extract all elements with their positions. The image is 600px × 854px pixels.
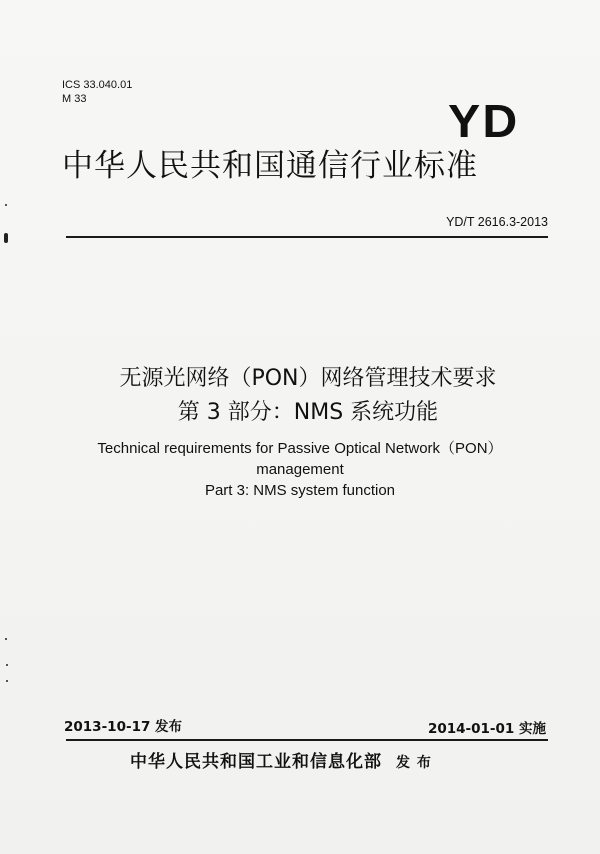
ics-code: ICS 33.040.01 — [62, 79, 133, 91]
standard-number: YD/T 2616.3-2013 — [446, 215, 548, 229]
category-code: M 33 — [62, 93, 87, 105]
english-title-line-1: Technical requirements for Passive Optical Network（PON） — [97, 440, 503, 457]
issuer-name: 中华人民共和国工业和信息化部 — [130, 752, 382, 772]
scan-mark — [4, 233, 8, 243]
yd-logo: YD — [448, 95, 520, 147]
issue-date: 2013-10-17 发布 — [64, 719, 183, 735]
scan-mark — [6, 664, 8, 666]
issuer-line — [130, 747, 432, 772]
scan-mark — [5, 638, 7, 640]
chinese-title-line-1: 无源光网络（PON）网络管理技术要求 — [119, 366, 497, 391]
classification-block — [62, 78, 132, 106]
chinese-title-line-2: 第 3 部分：NMS 系统功能 — [177, 400, 439, 425]
scan-mark — [6, 680, 8, 682]
bottom-divider — [66, 739, 548, 741]
top-divider — [66, 236, 548, 238]
english-title-line-3: Part 3: NMS system function — [204, 482, 396, 499]
english-title-line-2: management — [256, 461, 344, 478]
english-title — [0, 438, 600, 501]
standard-title: 中华人民共和国通信行业标准 — [62, 148, 478, 184]
effective-date: 2014-01-01 实施 — [427, 721, 546, 737]
issuer-action: 发 布 — [396, 755, 432, 771]
chinese-title — [0, 362, 600, 430]
scan-mark — [5, 204, 7, 206]
